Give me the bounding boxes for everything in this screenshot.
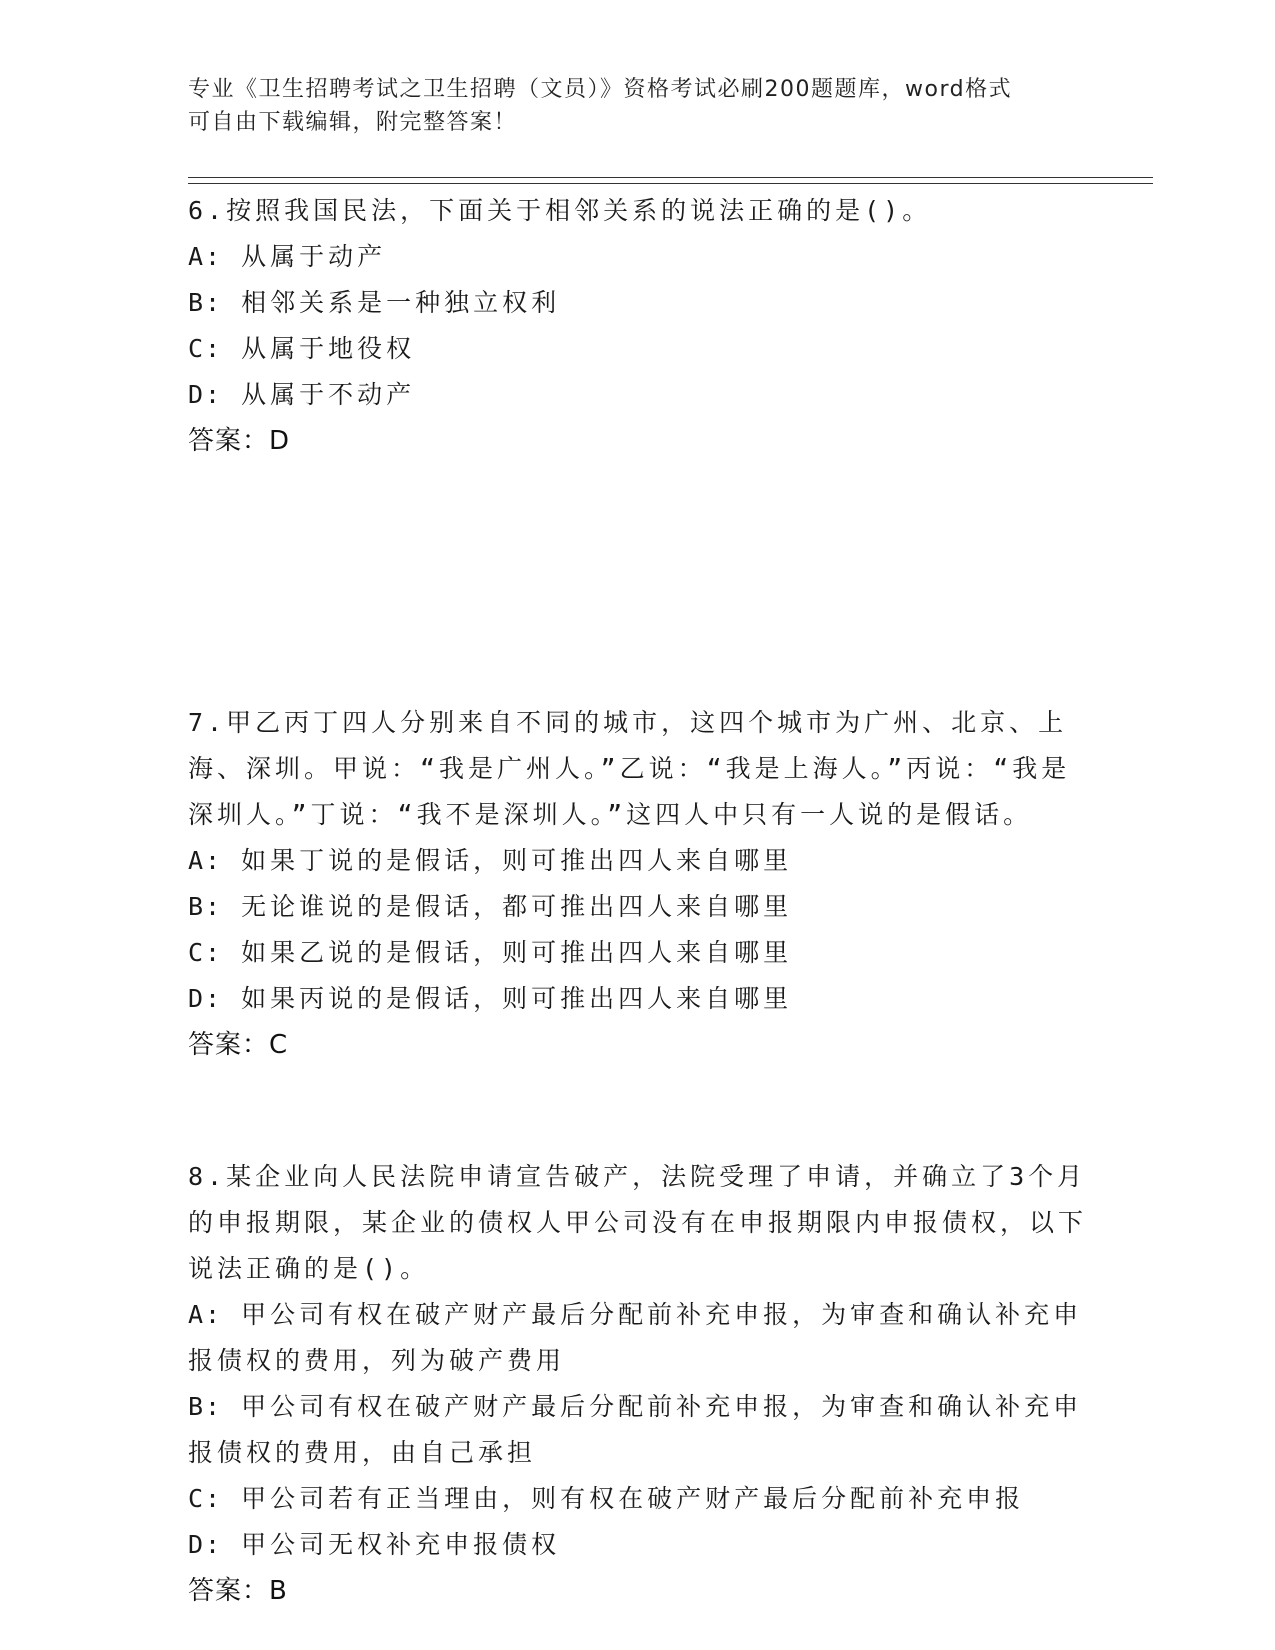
question-stem: 8.某企业向人民法院申请宣告破产，法院受理了申请，并确立了3个月的申报期限，某企业的债权人甲公司没有在申报期限内申报债权，以下说法正确的是()。: [188, 1162, 1088, 1283]
option-d: D: 如果丙说的是假话，则可推出四人来自哪里: [188, 984, 793, 1013]
option-d: D: 甲公司无权补充申报债权: [188, 1530, 561, 1559]
header-line-1: 专业《卫生招聘考试之卫生招聘（文员）》资格考试必刷200题题库，word格式: [188, 77, 1013, 102]
answer: 答案：D: [188, 426, 291, 456]
question-8: [188, 1154, 1088, 1614]
option-c: C: 甲公司若有正当理由，则有权在破产财产最后分配前补充申报: [188, 1484, 1025, 1513]
header-line-2: 可自由下载编辑，附完整答案！: [188, 110, 518, 135]
header-divider-top: [188, 177, 1153, 178]
question-6: [188, 188, 1088, 464]
option-a: A: 甲公司有权在破产财产最后分配前补充申报，为审查和确认补充申报债权的费用，列为破产费用: [188, 1300, 1083, 1375]
question-7: [188, 700, 1088, 1068]
option-a: A: 从属于动产: [188, 242, 387, 271]
option-a: A: 如果丁说的是假话，则可推出四人来自哪里: [188, 846, 793, 875]
option-b: B: 无论谁说的是假话，都可推出四人来自哪里: [188, 892, 793, 921]
answer: 答案：B: [188, 1576, 288, 1606]
option-b: B: 甲公司有权在破产财产最后分配前补充申报，为审查和确认补充申报债权的费用，由自己承担: [188, 1392, 1083, 1467]
question-stem: 7.甲乙丙丁四人分别来自不同的城市，这四个城市为广州、北京、上海、深圳。甲说：“我是广州人。”乙说：“我是上海人。”丙说：“我是深圳人。”丁说：“我不是深圳人。”这四人中只有一人说的是假话。: [188, 708, 1071, 829]
option-b: B: 相邻关系是一种独立权利: [188, 288, 561, 317]
option-c: C: 从属于地役权: [188, 334, 416, 363]
header-divider-bottom: [188, 183, 1153, 184]
answer: 答案：C: [188, 1030, 289, 1060]
document-header: [188, 73, 1068, 139]
option-d: D: 从属于不动产: [188, 380, 416, 409]
option-c: C: 如果乙说的是假话，则可推出四人来自哪里: [188, 938, 793, 967]
question-stem: 6.按照我国民法，下面关于相邻关系的说法正确的是()。: [188, 196, 932, 225]
